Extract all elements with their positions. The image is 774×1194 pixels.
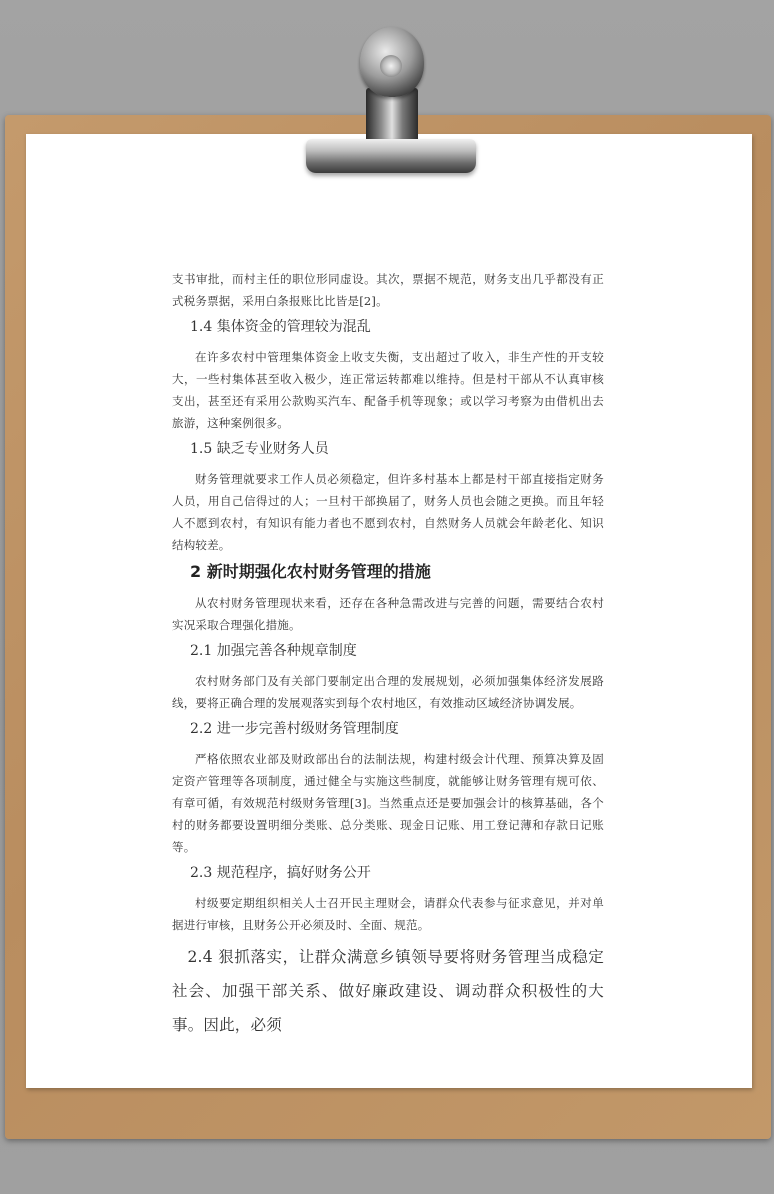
- section-heading-2-1: 2.1 加强完善各种规章制度: [190, 643, 357, 659]
- paragraph: 农村财务部门及有关部门要制定出合理的发展规划，必须加强集体经济发展路线，要将正确合理的发展观落实到每个农村地区，有效推动区域经济协调发展。: [172, 674, 604, 710]
- document-content: [172, 268, 604, 1046]
- binder-clip-hole: [380, 55, 402, 77]
- binder-clip-icon: [306, 139, 476, 173]
- paragraph: 从农村财务管理现状来看，还存在各种急需改进与完善的问题，需要结合农村实况采取合理强化措施。: [172, 596, 604, 632]
- paragraph: 严格依照农业部及财政部出台的法制法规，构建村级会计代理、预算决算及固定资产管理等各项制度，通过健全与实施这些制度，就能够让财务管理有规可依、有章可循，有效规范村级财务管理[3]。当然重点还是要加强会计的核算基础，各个村的财务都要设置明细分类账、总分类账、现金日记账、用工登记薄和存款日记账等。: [172, 752, 604, 854]
- section-heading-1-4: 1.4 集体资金的管理较为混乱: [190, 319, 371, 335]
- paragraph-section-2-4: 2.4 狠抓落实，让群众满意乡镇领导要将财务管理当成稳定社会、加强干部关系、做好廉政建设、调动群众积极性的大事。因此，必须: [172, 948, 604, 1034]
- paragraph: 村级要定期组织相关人士召开民主理财会，请群众代表参与征求意见，并对单据进行审核，且财务公开必须及时、全面、规范。: [172, 896, 604, 932]
- section-heading-2-3: 2.3 规范程序，搞好财务公开: [190, 865, 371, 881]
- section-heading-1-5: 1.5 缺乏专业财务人员: [190, 441, 329, 457]
- paragraph: 财务管理就要求工作人员必须稳定，但许多村基本上都是村干部直接指定财务人员，用自己信得过的人；一旦村干部换届了，财务人员也会随之更换。而且年轻人不愿到农村，有知识有能力者也不愿到农村，自然财务人员就会年龄老化、知识结构较差。: [172, 472, 604, 552]
- section-heading-2-2: 2.2 进一步完善村级财务管理制度: [190, 721, 399, 737]
- paragraph: 在许多农村中管理集体资金上收支失衡，支出超过了收入，非生产性的开支较大，一些村集体甚至收入极少，连正常运转都难以维持。但是村干部从不认真审核支出，甚至还有采用公款购买汽车、配备手机等现象；或以学习考察为由借机出去旅游，这种案例很多。: [172, 350, 604, 430]
- chapter-heading-2: 2 新时期强化农村财务管理的措施: [190, 562, 431, 581]
- paragraph: 支书审批，而村主任的职位形同虚设。其次，票据不规范，财务支出几乎都没有正式税务票据，采用白条报账比比皆是[2]。: [172, 272, 604, 308]
